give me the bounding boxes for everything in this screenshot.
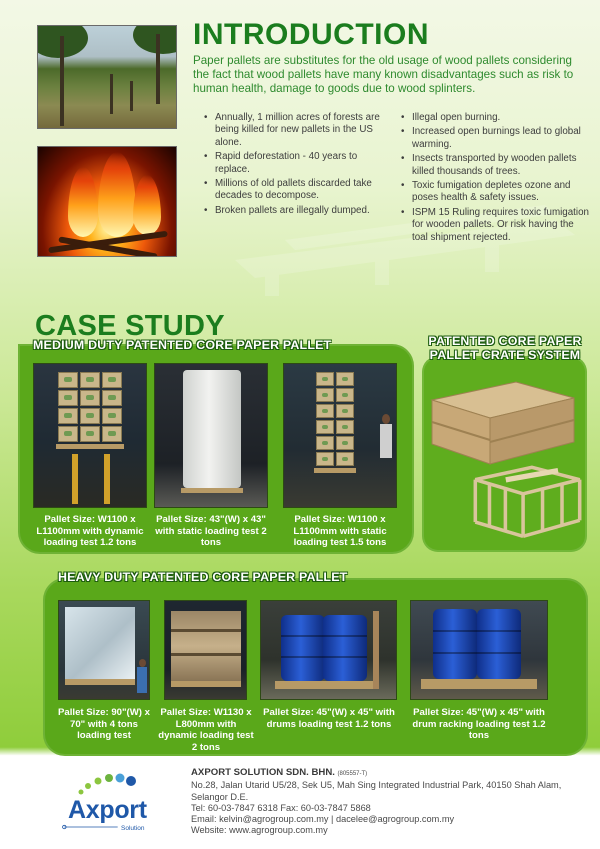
intro-bullets-right: [400, 112, 590, 246]
company-email: Email: kelvin@agrogroup.com.my | dacelee@agrogroup.com.my: [191, 814, 455, 825]
medium-pallet-photo-3: [283, 363, 397, 508]
axport-logo-text: Axport: [68, 796, 147, 824]
medium-caption-2: Pallet Size: 43"(W) x 43" with static loading test 2 tons: [155, 514, 267, 549]
bullet-item: • ISPM 15 Ruling requires toxic fumigation for wooden pallets. Or risk having the toal shipment rejected.: [400, 207, 590, 244]
company-name-line: [191, 767, 600, 780]
heavy-pallet-photo-3: [260, 600, 397, 700]
heavy-pallet-photo-1: [58, 600, 150, 700]
medium-duty-label: MEDIUM DUTY PATENTED CORE PAPER PALLET: [33, 338, 332, 352]
intro-bullets-left: [203, 112, 383, 219]
heavy-pallet-photo-4: [410, 600, 548, 700]
logo-swoosh-icon: [62, 822, 120, 832]
company-tel-fax: Tel: 60-03-7847 6318 Fax: 60-03-7847 5868: [191, 802, 371, 813]
bullet-item: • Increased open burnings lead to global warming.: [400, 126, 590, 151]
heavy-caption-3: Pallet Size: 45"(W) x 45" with drums loading test 1.2 tons: [263, 707, 395, 730]
bullet-item: • Broken pallets are illegally dumped.: [203, 205, 383, 217]
company-info: [191, 767, 600, 837]
crate-box-illustration: [424, 372, 584, 472]
company-address: No.28, Jalan Utarid U5/28, Sek U5, Mah Sing Integrated Industrial Park, 40150 Shah Alam, Selangor D.E.: [191, 780, 562, 802]
company-reg-no: (805557-T): [337, 771, 368, 777]
medium-caption-1: Pallet Size: W1100 x L1100mm with dynamic loading test 1.2 tons: [36, 514, 144, 549]
heavy-pallet-photo-2: [164, 600, 247, 700]
deforestation-photo: [37, 25, 177, 129]
bullet-item: • Toxic fumigation depletes ozone and poses health & safety issues.: [400, 180, 590, 205]
heavy-caption-1: Pallet Size: 90"(W) x 70" with 4 tons loading test: [58, 707, 150, 742]
company-name: AXPORT SOLUTION SDN. BHN.: [191, 767, 335, 778]
bullet-item: • Millions of old pallets discarded take decades to decompose.: [203, 178, 383, 203]
case-study-title: CASE STUDY: [35, 310, 225, 342]
bullet-item: • Illegal open burning.: [400, 112, 590, 124]
medium-pallet-photo-2: [154, 363, 268, 508]
bullet-item: • Rapid deforestation - 40 years to replace.: [203, 151, 383, 176]
intro-paragraph: Paper pallets are substitutes for the old usage of wood pallets considering the fact that wood pallets have many known disadvantages such as risk to human health, damage to goods due to wood splinters.: [193, 54, 574, 95]
heavy-duty-label: HEAVY DUTY PATENTED CORE PAPER PALLET: [58, 570, 348, 584]
intro-title: INTRODUCTION: [193, 18, 429, 51]
company-website: Website: www.agrogroup.com.my: [191, 825, 328, 836]
medium-caption-3: Pallet Size: W1100 x L1100mm with static loading test 1.5 tons: [293, 514, 387, 549]
crate-frame-illustration: [470, 458, 585, 542]
axport-logo-subtext: Solution: [121, 825, 145, 832]
medium-pallet-photo-1: [33, 363, 147, 508]
crate-system-label: PATENTED CORE PAPER PALLET CRATE SYSTEM: [428, 334, 582, 362]
bullet-item: • Insects transported by wooden pallets killed thousands of trees.: [400, 153, 590, 178]
open-burning-photo: [37, 146, 177, 257]
heavy-caption-2: Pallet Size: W1130 x L800mm with dynamic loading test 2 tons: [158, 707, 254, 753]
bullet-item: • Annually, 1 million acres of forests are being killed for new pallets in the US alone.: [203, 112, 383, 149]
heavy-caption-4: Pallet Size: 45"(W) x 45" with drum racking loading test 1.2 tons: [412, 707, 546, 742]
